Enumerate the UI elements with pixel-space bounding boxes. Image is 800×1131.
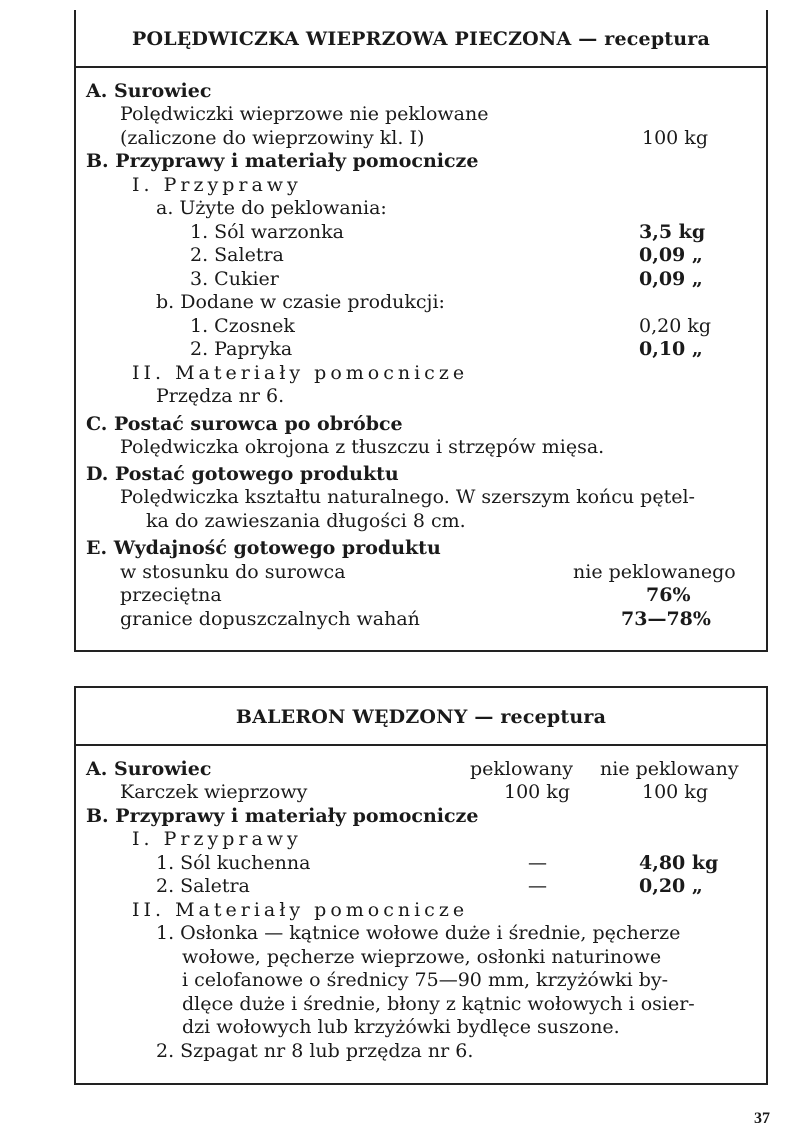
recipe-box-poledwiczka	[74, 10, 768, 652]
raw-material-uncured-value: 100 kg	[642, 781, 708, 803]
recipe-title	[76, 688, 766, 744]
section-c-label: C. Postać surowca po obróbce	[86, 412, 403, 435]
ingredient-salt-dash: —	[528, 851, 547, 874]
ingredient-paprika: 2. Papryka	[190, 338, 293, 360]
section-a-label: A. Surowiec	[86, 757, 212, 780]
ingredient-sugar-value: 0,09 „	[639, 267, 703, 290]
ingredient-salt: 1. Sól kuchenna	[156, 851, 311, 874]
section-d-label: D. Postać gotowego produktu	[86, 462, 399, 485]
raw-material-line: Polędwiczki wieprzowe nie peklowane	[120, 103, 489, 125]
raw-material-line: Karczek wieprzowy	[120, 781, 308, 803]
yield-basis-value: nie peklowanego	[573, 560, 736, 583]
twine-line: 2. Szpagat nr 8 lub przędza nr 6.	[156, 1039, 474, 1062]
raw-material-note: (zaliczone do wieprzowiny kl. I)	[120, 126, 425, 149]
ingredient-salt-value: 3,5 kg	[639, 220, 706, 243]
recipe-title-text: POLĘDWICZKA WIEPRZOWA PIECZONA	[131, 28, 572, 50]
ingredient-saltpeter-value: 0,09 „	[639, 244, 703, 266]
ingredient-salt-value: 4,80 kg	[639, 851, 719, 874]
casing-line4: dlęce duże i średnie, błony z kątnic wołowych i osier-	[182, 992, 695, 1015]
section-b-label: B. Przyprawy i materiały pomocnicze	[86, 804, 479, 827]
production-heading: b. Dodane w czasie produkcji:	[156, 291, 445, 313]
section-d-line2: ka do zawieszania długości 8 cm.	[146, 509, 466, 532]
ingredient-saltpeter: 2. Saletra	[156, 875, 250, 897]
section-c-text: Polędwiczka okrojona z tłuszczu i strzępów mięsa.	[120, 436, 605, 458]
auxiliary-heading: II. Materiały pomocnicze	[132, 361, 469, 384]
column-cured: peklowany	[470, 757, 573, 780]
section-e-label: E. Wydajność gotowego produktu	[86, 537, 441, 559]
yield-basis: w stosunku do surowca	[120, 560, 346, 583]
ingredient-garlic-value: 0,20 kg	[639, 314, 712, 337]
casing-line2: wołowe, pęcherze wieprzowe, osłonki naturinowe	[182, 945, 662, 968]
ingredient-paprika-value: 0,10 „	[639, 338, 703, 360]
ingredient-saltpeter-dash: —	[528, 875, 547, 897]
raw-material-value: 100 kg	[642, 126, 708, 149]
auxiliary-heading: II. Materiały pomocnicze	[132, 898, 469, 921]
section-a-label: A. Surowiec	[86, 79, 212, 102]
section-d-line1: Polędwiczka kształtu naturalnego. W szerszym końcu pętel-	[120, 486, 695, 508]
raw-material-cured-value: 100 kg	[504, 781, 570, 803]
yield-average: przeciętna	[120, 584, 222, 606]
curing-heading: a. Użyte do peklowania:	[156, 197, 387, 219]
casing-line3: i celofanowe o średnicy 75—90 mm, krzyżówki by-	[182, 969, 669, 991]
recipe-title	[76, 10, 766, 66]
casing-line1: 1. Osłonka — kątnice wołowe duże i średnie, pęcherze	[156, 922, 681, 944]
recipe-title-suffix: — receptura	[578, 28, 711, 50]
ingredient-garlic: 1. Czosnek	[190, 314, 295, 337]
section-b-label: B. Przyprawy i materiały pomocnicze	[86, 150, 479, 172]
casing-line5: dzi wołowych lub krzyżówki bydlęce suszone.	[182, 1016, 620, 1038]
ingredient-saltpeter-value: 0,20 „	[639, 875, 703, 897]
spices-heading: I. Przyprawy	[132, 173, 302, 196]
ingredient-saltpeter: 2. Saletra	[190, 244, 284, 266]
column-uncured: nie peklowany	[600, 757, 739, 780]
yield-range-value: 73—78%	[621, 607, 711, 630]
page-number: 37	[754, 1110, 770, 1127]
spices-heading: I. Przyprawy	[132, 828, 302, 850]
recipe-title-suffix: — receptura	[474, 706, 607, 728]
auxiliary-yarn: Przędza nr 6.	[156, 385, 285, 407]
yield-average-value: 76%	[646, 584, 691, 606]
ingredient-salt: 1. Sól warzonka	[190, 220, 344, 243]
recipe-box-baleron	[74, 686, 768, 1085]
yield-range: granice dopuszczalnych wahań	[120, 607, 420, 630]
recipe-title-text: BALERON WĘDZONY	[235, 706, 468, 728]
ingredient-sugar: 3. Cukier	[190, 267, 279, 290]
